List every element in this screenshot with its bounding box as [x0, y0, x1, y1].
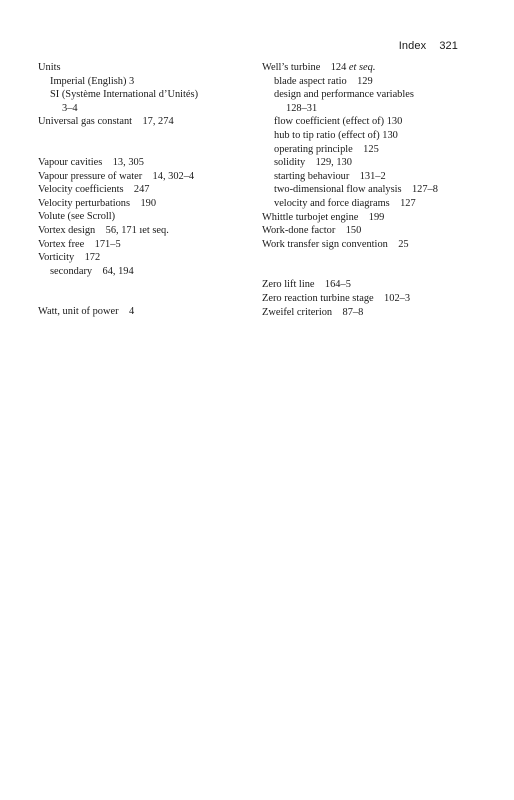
- index-term: Whittle turbojet engine: [262, 211, 359, 223]
- index-subentry: [262, 102, 482, 116]
- index-term: Work transfer sign convention: [262, 238, 388, 250]
- index-term: Well’s turbine: [262, 62, 321, 73]
- index-page-refs: 127: [400, 197, 416, 209]
- index-term: Universal gas constant: [38, 116, 133, 128]
- index-page-refs: 131–2: [359, 170, 386, 182]
- index-entry: [38, 170, 253, 184]
- index-entry: [38, 183, 253, 197]
- index-subentry: [38, 88, 253, 102]
- index-page-refs: 56, 171 ıet seq.: [105, 224, 169, 236]
- index-entry: [262, 211, 482, 225]
- index-entry: [262, 224, 482, 238]
- index-term: Units: [38, 62, 61, 73]
- index-term: design and performance variables: [274, 89, 414, 101]
- index-entry: [262, 306, 482, 320]
- index-term: Vorticity: [38, 252, 75, 264]
- index-page-refs: 14, 302–4: [152, 170, 195, 182]
- index-entry: [38, 61, 253, 75]
- index-term: flow coefficient (effect of) 130: [274, 116, 403, 128]
- index-page-refs: 129: [357, 75, 373, 87]
- index-term: Watt, unit of power: [38, 306, 119, 318]
- index-page-refs: 172: [84, 252, 101, 264]
- index-term: solidity: [274, 157, 306, 169]
- index-page-refs: 129, 130: [315, 157, 352, 169]
- index-entry: [38, 156, 253, 170]
- index-term: Velocity perturbations: [38, 197, 131, 209]
- index-term: Vortex free: [38, 238, 85, 250]
- index-subentry: [38, 265, 253, 279]
- index-page-refs: 150: [345, 225, 362, 237]
- index-subentry: [38, 102, 253, 116]
- index-term: Velocity coefficients: [38, 184, 124, 196]
- index-column-left: [38, 61, 253, 319]
- index-page-refs: 13, 305: [112, 156, 144, 168]
- header-section-title: Index: [398, 40, 427, 52]
- index-term: 3–4: [62, 102, 78, 114]
- index-term: starting behaviour: [274, 170, 350, 182]
- index-letter-gap: [38, 278, 253, 305]
- index-term: secondary: [50, 265, 93, 277]
- index-page-refs: 125: [363, 143, 379, 155]
- index-page-refs: 25: [398, 238, 409, 250]
- index-page-refs: 64, 194: [102, 265, 134, 277]
- index-term: operating principle: [274, 143, 353, 155]
- page-number: 321: [439, 40, 458, 52]
- index-subentry: [262, 75, 482, 89]
- index-term: Work-done factor: [262, 225, 336, 237]
- index-subentry: [262, 170, 482, 184]
- index-term: 128–31: [286, 102, 318, 114]
- index-term: SI (Système International d’Unités): [50, 89, 199, 101]
- index-term: Vapour cavities: [38, 156, 103, 168]
- index-entry: [38, 238, 253, 252]
- index-term: hub to tip ratio (effect of) 130: [274, 129, 398, 141]
- index-entry: [38, 115, 253, 129]
- index-entry: [38, 224, 253, 238]
- index-page-refs: 17, 274: [142, 116, 174, 128]
- index-term: Zero reaction turbine stage: [262, 292, 374, 304]
- index-page-refs: 164–5: [324, 279, 351, 291]
- index-term: Zero lift line: [262, 279, 315, 291]
- index-page-refs: 171–5: [94, 238, 121, 250]
- index-page-refs: 190: [140, 197, 157, 209]
- index-letter-gap: [262, 251, 482, 278]
- index-column-right: [262, 61, 482, 319]
- index-entry: [38, 210, 253, 224]
- index-term: Vapour pressure of water: [38, 170, 143, 182]
- index-subentry: [262, 143, 482, 157]
- index-term: velocity and force diagrams: [274, 197, 390, 209]
- index-subentry: [262, 156, 482, 170]
- index-entry: [262, 61, 482, 75]
- index-page-refs: 87–8: [342, 306, 364, 318]
- index-term: Volute (see Scroll): [38, 211, 116, 223]
- index-entry: [262, 238, 482, 252]
- index-term: Imperial (English) 3: [50, 75, 135, 87]
- running-header: [399, 40, 458, 52]
- index-term: Vortex design: [38, 224, 96, 236]
- index-page-refs: 102–3: [384, 292, 411, 304]
- index-subentry: [262, 197, 482, 211]
- index-page-refs: 247: [133, 184, 150, 196]
- index-page-refs: 4: [128, 306, 135, 318]
- index-page-refs: 124: [330, 62, 347, 73]
- index-subentry: [262, 115, 482, 129]
- index-entry: [38, 251, 253, 265]
- index-term: blade aspect ratio: [274, 75, 347, 87]
- index-page-refs: 127–8: [411, 184, 438, 196]
- index-term: two-dimensional flow analysis: [274, 184, 402, 196]
- index-et-seq: et seq.: [348, 62, 376, 73]
- index-term: Zweifel criterion: [262, 306, 333, 318]
- index-subentry: [262, 88, 482, 102]
- index-letter-gap: [38, 129, 253, 156]
- index-entry: [38, 305, 253, 319]
- index-page-refs: 199: [368, 211, 385, 223]
- index-subentry: [38, 75, 253, 89]
- index-entry: [262, 292, 482, 306]
- index-entry: [262, 278, 482, 292]
- index-subentry: [262, 183, 482, 197]
- index-entry: [38, 197, 253, 211]
- index-subentry: [262, 129, 482, 143]
